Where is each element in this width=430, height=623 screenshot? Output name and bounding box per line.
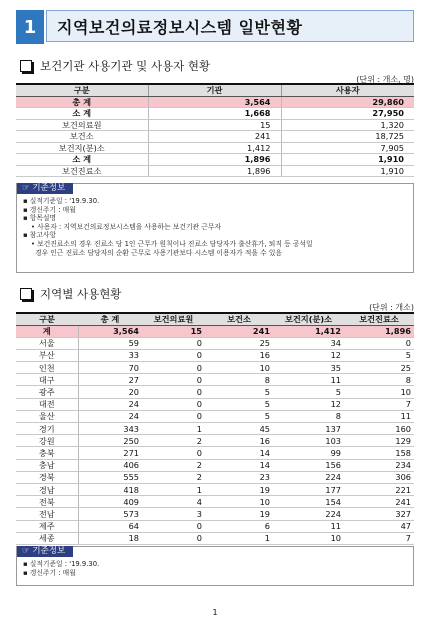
table-cell: 10	[205, 362, 273, 374]
table-cell: 1,910	[281, 154, 414, 166]
column-header: 총 계	[78, 313, 142, 325]
column-header: 구분	[16, 84, 148, 96]
info-line: • 보건진료소의 경우 진료소 당 1인 근무가 원칙이나 진료소 담당자가 출산휴가, 퇴직 등 공석일	[31, 239, 313, 248]
table-cell: 제주	[16, 520, 78, 532]
table-cell: 1,320	[281, 119, 414, 131]
table-cell: 광주	[16, 386, 78, 398]
info-line: ▪ 실적기준일 : '19.9.30.	[23, 197, 100, 205]
table-cell: 3,564	[78, 325, 142, 337]
table-cell: 0	[142, 374, 205, 386]
table-cell: 전남	[16, 508, 78, 520]
section1-unit: (단위 : 개소, 명)	[356, 75, 414, 84]
table-cell: 19	[205, 483, 273, 495]
table-cell: 8	[344, 374, 414, 386]
table-cell: 2	[142, 435, 205, 447]
table-cell: 70	[78, 362, 142, 374]
table-cell: 15	[142, 325, 205, 337]
table-cell: 306	[344, 471, 414, 483]
table-cell: 1,896	[148, 154, 281, 166]
table-cell: 234	[344, 459, 414, 471]
table-cell: 156	[273, 459, 344, 471]
table-row	[16, 96, 414, 108]
table-header-row	[16, 313, 414, 325]
table-cell: 25	[205, 337, 273, 349]
info-box-1	[16, 183, 414, 273]
table-cell: 0	[142, 337, 205, 349]
table-cell: 소 계	[16, 154, 148, 166]
table-cell: 0	[142, 362, 205, 374]
section2-unit: (단위 : 개소)	[369, 303, 414, 312]
table-cell: 19	[205, 508, 273, 520]
table-cell: 5	[205, 386, 273, 398]
table-cell: 5	[205, 410, 273, 422]
table-cell: 11	[273, 520, 344, 532]
table-cell: 서울	[16, 337, 78, 349]
table-cell: 0	[142, 410, 205, 422]
column-header: 사용자	[281, 84, 414, 96]
table-cell: 224	[273, 508, 344, 520]
table-cell: 0	[142, 386, 205, 398]
institution-user-table	[16, 83, 414, 177]
table-cell: 241	[205, 325, 273, 337]
table-cell: 10	[344, 386, 414, 398]
table-cell: 소 계	[16, 108, 148, 120]
table-row	[16, 165, 414, 177]
table-cell: 1,668	[148, 108, 281, 120]
table-cell: 35	[273, 362, 344, 374]
table-cell: 계	[16, 325, 78, 337]
table-cell: 7	[344, 398, 414, 410]
table-cell: 2	[142, 459, 205, 471]
table-cell: 1,412	[273, 325, 344, 337]
table-cell: 24	[78, 398, 142, 410]
info-box-2	[16, 546, 414, 586]
table-cell: 4	[142, 496, 205, 508]
table-cell: 총 계	[16, 96, 148, 108]
table-cell: 99	[273, 447, 344, 459]
table-cell: 0	[142, 349, 205, 361]
column-header: 보건소	[205, 313, 273, 325]
table-cell: 대전	[16, 398, 78, 410]
table-cell: 129	[344, 435, 414, 447]
table-cell: 충북	[16, 447, 78, 459]
table-cell: 11	[344, 410, 414, 422]
info-line: • 사용자 : 지역보건의료정보시스템을 사용하는 보건기관 근무자	[31, 222, 221, 231]
info-label: ☞ 기준정보	[17, 183, 73, 194]
table-cell: 18	[78, 532, 142, 544]
table-cell: 555	[78, 471, 142, 483]
table-cell: 241	[148, 131, 281, 143]
table-cell: 47	[344, 520, 414, 532]
table-cell: 경북	[16, 471, 78, 483]
table-cell: 부산	[16, 349, 78, 361]
table-cell: 343	[78, 423, 142, 435]
table-cell: 177	[273, 483, 344, 495]
table-cell: 6	[205, 520, 273, 532]
table-cell: 406	[78, 459, 142, 471]
table-row	[16, 362, 414, 374]
table-cell: 보건의료원	[16, 119, 148, 131]
table-cell: 세종	[16, 532, 78, 544]
table-cell: 1	[205, 532, 273, 544]
table-cell: 0	[142, 447, 205, 459]
table-cell: 충남	[16, 459, 78, 471]
table-cell: 1	[142, 483, 205, 495]
table-cell: 보건진료소	[16, 165, 148, 177]
table-cell: 10	[205, 496, 273, 508]
table-cell: 15	[148, 119, 281, 131]
table-row	[16, 532, 414, 544]
table-cell: 대구	[16, 374, 78, 386]
table-cell: 59	[78, 337, 142, 349]
table-cell: 12	[273, 398, 344, 410]
table-cell: 154	[273, 496, 344, 508]
table-header-row	[16, 84, 414, 96]
table-cell: 160	[344, 423, 414, 435]
table-cell: 8	[273, 410, 344, 422]
table-cell: 409	[78, 496, 142, 508]
info-line: 경우 인근 진료소 담당자의 순환 근무로 사용기관보다 시스템 이용자가 적을 수 있음	[35, 248, 283, 257]
table-cell: 271	[78, 447, 142, 459]
table-cell: 16	[205, 435, 273, 447]
table-cell: 보건소	[16, 131, 148, 143]
table-cell: 0	[142, 520, 205, 532]
table-cell: 221	[344, 483, 414, 495]
table-row	[16, 398, 414, 410]
section2-heading	[20, 286, 121, 302]
column-header: 보건진료소	[344, 313, 414, 325]
table-cell: 327	[344, 508, 414, 520]
column-header: 보건의료원	[142, 313, 205, 325]
section1-heading	[20, 58, 210, 74]
table-cell: 울산	[16, 410, 78, 422]
section2-title: 지역별 사용현황	[40, 287, 122, 301]
regional-usage-table	[16, 312, 414, 545]
table-cell: 11	[273, 374, 344, 386]
table-cell: 3,564	[148, 96, 281, 108]
table-cell: 3	[142, 508, 205, 520]
column-header: 기관	[148, 84, 281, 96]
table-cell: 2	[142, 471, 205, 483]
table-row	[16, 386, 414, 398]
table-row	[16, 119, 414, 131]
table-cell: 14	[205, 447, 273, 459]
table-cell: 5	[273, 386, 344, 398]
table-cell: 45	[205, 423, 273, 435]
info-line: ▪ 참고사항	[23, 231, 57, 240]
table-cell: 137	[273, 423, 344, 435]
table-cell: 0	[344, 337, 414, 349]
table-cell: 20	[78, 386, 142, 398]
column-header: 구분	[16, 313, 78, 325]
table-cell: 12	[273, 349, 344, 361]
chapter-number: 1	[16, 10, 44, 44]
info-line: ▪ 갱신주기 : 매월	[23, 205, 76, 214]
info-line: ▪ 항목설명	[23, 214, 57, 223]
table-cell: 경기	[16, 423, 78, 435]
table-row	[16, 325, 414, 337]
table-cell: 224	[273, 471, 344, 483]
table-cell: 64	[78, 520, 142, 532]
chapter-header	[16, 10, 414, 44]
table-row	[16, 410, 414, 422]
table-cell: 34	[273, 337, 344, 349]
checkbox-square-icon	[20, 288, 32, 300]
table-row	[16, 337, 414, 349]
checkbox-square-icon	[20, 60, 32, 72]
table-cell: 25	[344, 362, 414, 374]
table-cell: 27	[78, 374, 142, 386]
table-cell: 418	[78, 483, 142, 495]
table-cell: 573	[78, 508, 142, 520]
table-row	[16, 374, 414, 386]
table-cell: 103	[273, 435, 344, 447]
page-number: 1	[212, 608, 218, 617]
info-line: ▪ 갱신주기 : 매월	[23, 568, 76, 577]
table-row	[16, 131, 414, 143]
table-row	[16, 471, 414, 483]
table-row	[16, 435, 414, 447]
table-cell: 23	[205, 471, 273, 483]
table-cell: 0	[142, 398, 205, 410]
table-cell: 14	[205, 459, 273, 471]
table-cell: 24	[78, 410, 142, 422]
table-cell: 18,725	[281, 131, 414, 143]
table-cell: 33	[78, 349, 142, 361]
table-cell: 7,905	[281, 142, 414, 154]
table-row	[16, 483, 414, 495]
table-row	[16, 108, 414, 120]
section1-title: 보건기관 사용기관 및 사용자 현황	[40, 59, 211, 73]
table-row	[16, 520, 414, 532]
table-cell: 16	[205, 349, 273, 361]
table-cell: 1,896	[344, 325, 414, 337]
table-cell: 1,910	[281, 165, 414, 177]
table-cell: 전북	[16, 496, 78, 508]
table-cell: 1,412	[148, 142, 281, 154]
table-row	[16, 508, 414, 520]
table-cell: 0	[142, 532, 205, 544]
table-cell: 5	[205, 398, 273, 410]
table-cell: 27,950	[281, 108, 414, 120]
table-cell: 158	[344, 447, 414, 459]
info-label: ☞ 기준정보	[17, 546, 73, 557]
table-cell: 10	[273, 532, 344, 544]
table-row	[16, 349, 414, 361]
table-row	[16, 423, 414, 435]
table-row	[16, 459, 414, 471]
table-cell: 241	[344, 496, 414, 508]
table-row	[16, 496, 414, 508]
column-header: 보건지(분)소	[273, 313, 344, 325]
table-cell: 강원	[16, 435, 78, 447]
table-cell: 1,896	[148, 165, 281, 177]
table-cell: 7	[344, 532, 414, 544]
table-cell: 경남	[16, 483, 78, 495]
table-row	[16, 447, 414, 459]
table-row	[16, 154, 414, 166]
table-cell: 29,860	[281, 96, 414, 108]
table-cell: 250	[78, 435, 142, 447]
table-row	[16, 142, 414, 154]
chapter-title: 지역보건의료정보시스템 일반현황	[46, 10, 414, 42]
table-cell: 인천	[16, 362, 78, 374]
table-cell: 8	[205, 374, 273, 386]
table-cell: 1	[142, 423, 205, 435]
table-cell: 5	[344, 349, 414, 361]
info-line: ▪ 실적기준일 : '19.9.30.	[23, 560, 100, 568]
table-cell: 보건지(분)소	[16, 142, 148, 154]
